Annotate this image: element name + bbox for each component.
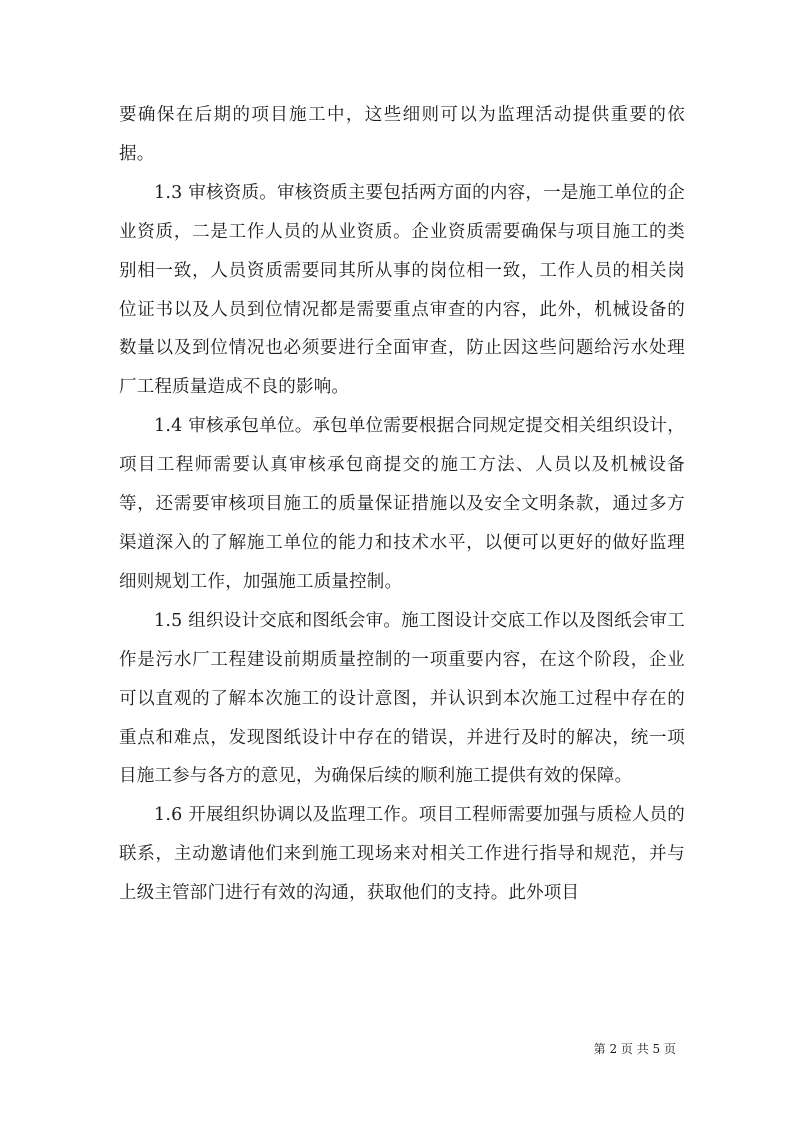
- paragraph-1-6-coordination: 1.6 开展组织协调以及监理工作。项目工程师需要加强与质检人员的联系，主动邀请他们来到施工现场来对相关工作进行指导和规范，并与上级主管部门进行有效的沟通，获取他们的支持。此外项目: [119, 805, 685, 904]
- document-body: [119, 96, 685, 913]
- paragraph-1-5-design-briefing: 1.5 组织设计交底和图纸会审。施工图设计交底工作以及图纸会审工作是污水厂工程建设前期质量控制的一项重要内容，在这个阶段，企业可以直观的了解本次施工的设计意图，并认识到本次施工过程中存在的重点和难点，发现图纸设计中存在的错误，并进行及时的解决，统一项目施工参与各方的意见，为确保后续的顺利施工提供有效的保障。: [119, 610, 685, 787]
- paragraph-continuation: 要确保在后期的项目施工中，这些细则可以为监理活动提供重要的依据。: [119, 105, 685, 164]
- page-number-footer: 第 2 页 共 5 页: [593, 1042, 676, 1056]
- paragraph-1-4-review-contractor: 1.4 审核承包单位。承包单位需要根据合同规定提交相关组织设计，项目工程师需要认真审核承包商提交的施工方法、人员以及机械设备等，还需要审核项目施工的质量保证措施以及安全文明条款，通过多方渠道深入的了解施工单位的能力和技术水平，以便可以更好的做好监理细则规划工作，加强施工质量控制。: [119, 416, 685, 592]
- paragraph-1-3-review-qualifications: 1.3 审核资质。审核资质主要包括两方面的内容，一是施工单位的企业资质，二是工作人员的从业资质。企业资质需要确保与项目施工的类别相一致，人员资质需要同其所从事的岗位相一致，工作人员的相关岗位证书以及人员到位情况都是需要重点审查的内容，此外，机械设备的数量以及到位情况也必须要进行全面审查，防止因这些问题给污水处理厂工程质量造成不良的影响。: [119, 182, 685, 398]
